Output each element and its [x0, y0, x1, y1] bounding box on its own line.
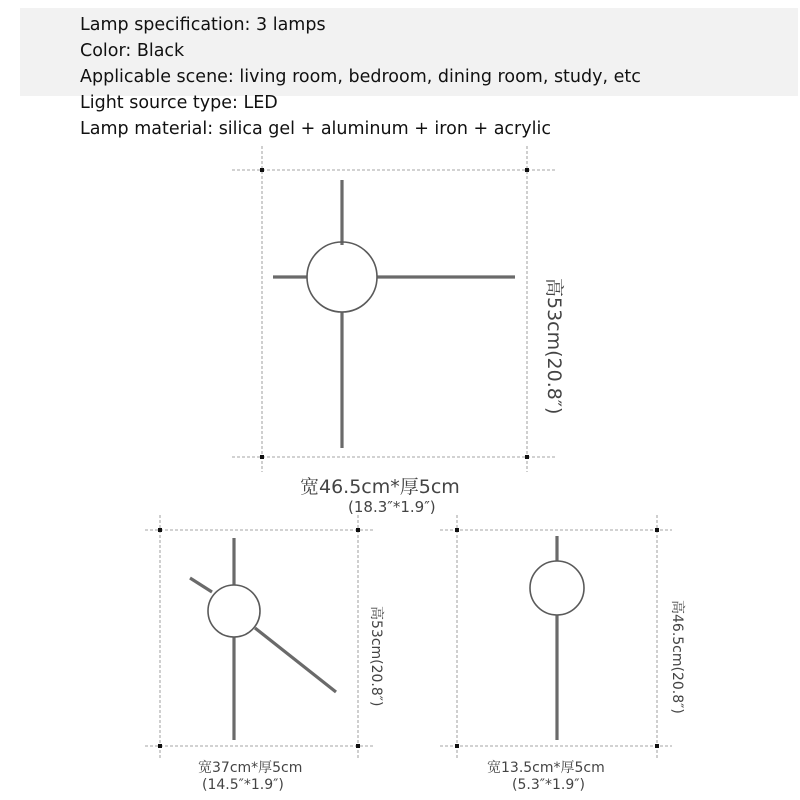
spec-scene: Applicable scene: living room, bedroom, dining room, study, etc	[80, 67, 641, 87]
lamp-left-height-label: 高53cm(20.8″)	[368, 606, 384, 707]
lamp-left-corner-dots	[158, 528, 360, 748]
lamp-left-width-label: 宽37cm*厚5cm	[198, 760, 303, 776]
lamp-left-width-inch-label: (14.5″*1.9″)	[202, 777, 284, 793]
lamp-main-diagram	[232, 146, 565, 516]
lamp-left-guides	[145, 515, 375, 760]
lamp-left-shape	[190, 538, 336, 740]
lamp-right-diagram	[440, 515, 686, 793]
lamp-right-width-label: 宽13.5cm*厚5cm	[487, 760, 605, 776]
lamp-main-shape	[273, 180, 515, 448]
lamp-right-width-inch-label: (5.3″*1.9″)	[512, 777, 585, 793]
lamp-right-shape	[530, 536, 584, 740]
spec-light-source: Light source type: LED	[80, 93, 278, 113]
spec-material: Lamp material: silica gel + aluminum + iron + acrylic	[80, 119, 551, 139]
lamp-main-height-label: 高53cm(20.8″)	[543, 278, 565, 415]
lamp-left-diagram	[145, 515, 385, 793]
lamp-main-width-label: 宽46.5cm*厚5cm	[300, 476, 460, 498]
spec-lamp-count: Lamp specification: 3 lamps	[80, 15, 326, 35]
lamp-main-corner-dots	[260, 168, 529, 459]
lamp-right-height-label: 高46.5cm(20.8″)	[669, 600, 685, 714]
lamp-main-guides	[232, 146, 556, 472]
lamp-main-width-inch-label: (18.3″*1.9″)	[348, 498, 436, 516]
spec-color: Color: Black	[80, 41, 185, 61]
